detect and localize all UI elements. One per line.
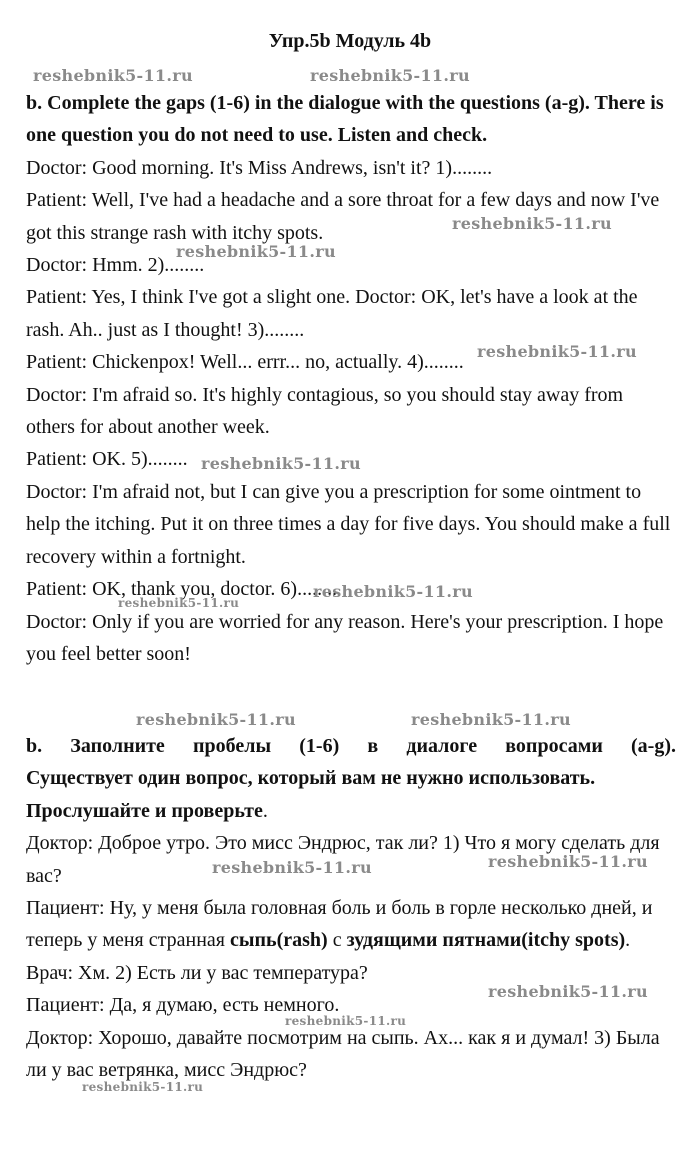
highlight-itchy-spots: зудящими пятнами(itchy spots): [346, 929, 626, 952]
dialogue-line: Doctor: Good morning. It's Miss Andrews, isn't it? 1)........: [26, 156, 493, 179]
watermark: reshebnik5-11.ru: [82, 1080, 204, 1094]
translation-line: Доктор: Доброе утро. Это мисс Эндрюс, так ли? 1) Что я могу сделать для вас?: [26, 832, 660, 887]
watermark: reshebnik5-11.ru: [201, 454, 361, 473]
watermark: reshebnik5-11.ru: [176, 242, 336, 261]
translation-line: Пациент: Да, я думаю, есть немного.: [26, 994, 340, 1017]
russian-task-heading-text: Существует один вопрос, который вам не нужно использовать. Прослушайте и проверьте: [26, 767, 596, 822]
russian-task-heading-line1: b. Заполните пробелы (1-6) в диалоге вопросами (a-g).: [26, 735, 676, 757]
translation-line: Врач: Хм. 2) Есть ли у вас температура?: [26, 961, 368, 984]
dialogue-line: Patient: OK. 5)........: [26, 448, 188, 471]
watermark: reshebnik5-11.ru: [212, 858, 372, 877]
heading-period: .: [262, 799, 268, 822]
russian-section: [26, 730, 676, 1086]
dialogue-line: Patient: Chickenpox! Well... errr... no, actually. 4)........: [26, 351, 464, 374]
english-task-heading: b. Complete the gaps (1-6) in the dialogue with the questions (a-g). There is one question you do not need to use. Listen and check.: [26, 92, 664, 147]
watermark: reshebnik5-11.ru: [285, 1014, 407, 1028]
watermark: reshebnik5-11.ru: [488, 982, 648, 1001]
dialogue-line: Doctor: Only if you are worried for any reason. Here's your prescription. I hope you feel better soon!: [26, 610, 664, 665]
watermark: reshebnik5-11.ru: [313, 582, 473, 601]
watermark: reshebnik5-11.ru: [33, 66, 193, 85]
watermark: reshebnik5-11.ru: [118, 596, 240, 610]
watermark: reshebnik5-11.ru: [310, 66, 470, 85]
watermark: reshebnik5-11.ru: [488, 852, 648, 871]
highlight-rash: сыпь(rash): [229, 929, 328, 952]
translation-text: .: [625, 929, 631, 952]
watermark: reshebnik5-11.ru: [452, 214, 612, 233]
dialogue-line: Doctor: I'm afraid so. It's highly contagious, so you should stay away from others for about another week.: [26, 383, 624, 439]
dialogue-line: Doctor: Hmm. 2)........: [26, 254, 205, 277]
dialogue-line: Patient: Well, I've had a headache and a sore throat for a few days and now I've got this strange rash with itchy spots.: [26, 189, 660, 244]
watermark: reshebnik5-11.ru: [477, 342, 637, 361]
dialogue-line: Patient: OK, thank you, doctor. 6)........: [26, 578, 338, 601]
dialogue-line: Doctor: I'm afraid not, but I can give you a prescription for some ointment to help the itching. Put it on three times a day for five days. You should make a full recovery within a fortnight.: [26, 480, 671, 568]
translation-text: Пациент: Ну, у меня была головная боль и боль в горле несколько дней, и теперь у меня странная: [26, 897, 653, 952]
russian-task-heading-rest: [26, 762, 676, 827]
translation-line: [26, 892, 676, 957]
dialogue-line: Patient: Yes, I think I've got a slight one. Doctor: OK, let's have a look at the rash. Ah.. just as I thought! 3)........: [26, 286, 638, 341]
translation-text: с: [327, 929, 347, 952]
watermark: reshebnik5-11.ru: [411, 710, 571, 729]
watermark: reshebnik5-11.ru: [136, 710, 296, 729]
page-title: Упр.5b Модуль 4b: [268, 30, 432, 52]
translation-line: Доктор: Хорошо, давайте посмотрим на сыпь. Ах... как я и думал! 3) Была ли у вас ветрянка, мисс Эндрюс?: [26, 1026, 660, 1082]
